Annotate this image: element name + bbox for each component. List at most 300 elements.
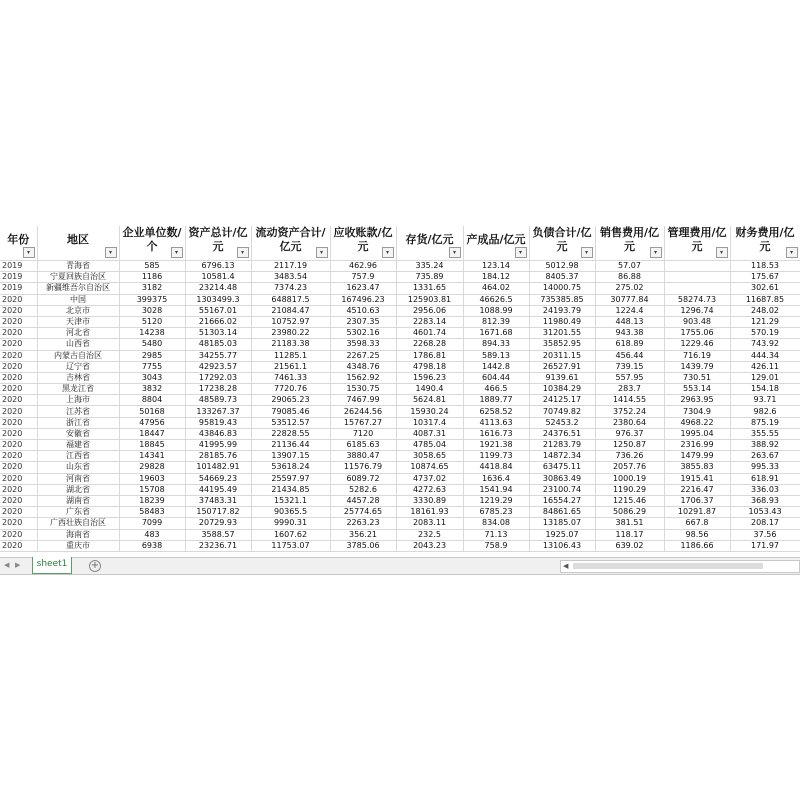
cell-value[interactable]: [664, 272, 730, 283]
cell-value[interactable]: 48185.03: [185, 339, 251, 350]
cell-year[interactable]: 2020: [0, 406, 37, 417]
cell-value[interactable]: 1706.37: [664, 495, 730, 506]
filter-dropdown-icon[interactable]: ▾: [650, 247, 662, 258]
cell-value[interactable]: 14000.75: [529, 283, 595, 294]
cell-value[interactable]: 29828: [119, 462, 185, 473]
cell-region[interactable]: 北京市: [37, 305, 119, 316]
cell-region[interactable]: 河南省: [37, 473, 119, 484]
cell-value[interactable]: 18239: [119, 495, 185, 506]
cell-value[interactable]: 9139.61: [529, 372, 595, 383]
cell-value[interactable]: 335.24: [396, 261, 463, 272]
cell-value[interactable]: 1616.73: [463, 428, 529, 439]
cell-value[interactable]: 648817.5: [251, 294, 330, 305]
cell-value[interactable]: 10317.4: [396, 417, 463, 428]
cell-value[interactable]: 63475.11: [529, 462, 595, 473]
cell-value[interactable]: 4418.84: [463, 462, 529, 473]
cell-value[interactable]: 17292.03: [185, 372, 251, 383]
header-finished-goods[interactable]: [463, 226, 529, 261]
cell-value[interactable]: 3182: [119, 283, 185, 294]
cell-value[interactable]: 129.01: [730, 372, 800, 383]
cell-value[interactable]: 1562.92: [330, 372, 396, 383]
cell-value[interactable]: 13106.43: [529, 540, 595, 551]
cell-value[interactable]: 302.61: [730, 283, 800, 294]
cell-value[interactable]: 15930.24: [396, 406, 463, 417]
cell-year[interactable]: 2020: [0, 473, 37, 484]
cell-value[interactable]: 743.92: [730, 339, 800, 350]
cell-value[interactable]: 23100.74: [529, 484, 595, 495]
cell-year[interactable]: 2020: [0, 372, 37, 383]
cell-value[interactable]: 53512.57: [251, 417, 330, 428]
cell-value[interactable]: 1296.74: [664, 305, 730, 316]
filter-dropdown-icon[interactable]: ▾: [581, 247, 593, 258]
cell-value[interactable]: 5086.29: [595, 507, 664, 518]
cell-value[interactable]: 3588.57: [185, 529, 251, 540]
cell-value[interactable]: 25597.97: [251, 473, 330, 484]
cell-year[interactable]: 2020: [0, 440, 37, 451]
cell-value[interactable]: 1224.4: [595, 305, 664, 316]
cell-value[interactable]: 5120: [119, 316, 185, 327]
cell-value[interactable]: 982.6: [730, 406, 800, 417]
cell-value[interactable]: 2307.35: [330, 316, 396, 327]
cell-value[interactable]: 101482.91: [185, 462, 251, 473]
cell-value[interactable]: 5302.16: [330, 328, 396, 339]
scroll-left-icon[interactable]: ◀: [563, 562, 569, 570]
cell-value[interactable]: 26527.91: [529, 361, 595, 372]
cell-value[interactable]: 943.38: [595, 328, 664, 339]
cell-value[interactable]: 93.71: [730, 395, 800, 406]
cell-region[interactable]: 广西壮族自治区: [37, 518, 119, 529]
cell-value[interactable]: 1915.41: [664, 473, 730, 484]
filter-dropdown-icon[interactable]: ▾: [382, 247, 394, 258]
cell-value[interactable]: 570.19: [730, 328, 800, 339]
cell-value[interactable]: 46626.5: [463, 294, 529, 305]
cell-value[interactable]: 585: [119, 261, 185, 272]
cell-value[interactable]: 125903.81: [396, 294, 463, 305]
header-selling-expenses[interactable]: [595, 226, 664, 261]
cell-value[interactable]: 4798.18: [396, 361, 463, 372]
cell-value[interactable]: 739.15: [595, 361, 664, 372]
cell-value[interactable]: 11285.1: [251, 350, 330, 361]
cell-value[interactable]: 5282.6: [330, 484, 396, 495]
cell-value[interactable]: 7467.99: [330, 395, 396, 406]
cell-value[interactable]: 2083.11: [396, 518, 463, 529]
cell-value[interactable]: 30863.49: [529, 473, 595, 484]
horizontal-scrollbar[interactable]: [560, 560, 800, 573]
cell-value[interactable]: 1671.68: [463, 328, 529, 339]
cell-value[interactable]: 30777.84: [595, 294, 664, 305]
cell-region[interactable]: 吉林省: [37, 372, 119, 383]
cell-value[interactable]: 1229.46: [664, 339, 730, 350]
cell-region[interactable]: 中国: [37, 294, 119, 305]
cell-value[interactable]: 368.93: [730, 495, 800, 506]
cell-value[interactable]: 730.51: [664, 372, 730, 383]
cell-value[interactable]: 42923.57: [185, 361, 251, 372]
cell-value[interactable]: 1623.47: [330, 283, 396, 294]
cell-value[interactable]: 8804: [119, 395, 185, 406]
cell-value[interactable]: 4457.28: [330, 495, 396, 506]
cell-value[interactable]: 1925.07: [529, 529, 595, 540]
header-admin-expenses[interactable]: [664, 226, 730, 261]
cell-year[interactable]: 2020: [0, 294, 37, 305]
cell-region[interactable]: 上海市: [37, 395, 119, 406]
cell-value[interactable]: 4113.63: [463, 417, 529, 428]
cell-year[interactable]: 2020: [0, 305, 37, 316]
cell-value[interactable]: 2057.76: [595, 462, 664, 473]
cell-value[interactable]: 86.88: [595, 272, 664, 283]
cell-year[interactable]: 2020: [0, 540, 37, 551]
cell-value[interactable]: 4272.63: [396, 484, 463, 495]
tab-prev-icon[interactable]: ◀: [4, 561, 10, 569]
cell-value[interactable]: 1250.87: [595, 440, 664, 451]
cell-region[interactable]: 安徽省: [37, 428, 119, 439]
cell-value[interactable]: 11753.07: [251, 540, 330, 551]
cell-region[interactable]: 湖北省: [37, 484, 119, 495]
cell-year[interactable]: 2020: [0, 339, 37, 350]
cell-value[interactable]: 35852.95: [529, 339, 595, 350]
cell-year[interactable]: 2020: [0, 428, 37, 439]
cell-value[interactable]: 2268.28: [396, 339, 463, 350]
cell-value[interactable]: 5012.98: [529, 261, 595, 272]
cell-value[interactable]: 3855.83: [664, 462, 730, 473]
cell-value[interactable]: 57.07: [595, 261, 664, 272]
cell-value[interactable]: 1331.65: [396, 283, 463, 294]
cell-value[interactable]: 426.11: [730, 361, 800, 372]
cell-year[interactable]: 2020: [0, 462, 37, 473]
cell-value[interactable]: 118.53: [730, 261, 800, 272]
cell-value[interactable]: 150717.82: [185, 507, 251, 518]
cell-value[interactable]: 2380.64: [595, 417, 664, 428]
cell-region[interactable]: 浙江省: [37, 417, 119, 428]
cell-value[interactable]: 589.13: [463, 350, 529, 361]
cell-region[interactable]: 新疆维吾尔自治区: [37, 283, 119, 294]
cell-region[interactable]: 内蒙古自治区: [37, 350, 119, 361]
cell-region[interactable]: 辽宁省: [37, 361, 119, 372]
cell-value[interactable]: 21666.02: [185, 316, 251, 327]
cell-value[interactable]: 10291.87: [664, 507, 730, 518]
cell-value[interactable]: 4348.76: [330, 361, 396, 372]
cell-value[interactable]: 18845: [119, 440, 185, 451]
cell-value[interactable]: 34255.77: [185, 350, 251, 361]
cell-value[interactable]: 11687.85: [730, 294, 800, 305]
cell-value[interactable]: 3330.89: [396, 495, 463, 506]
cell-value[interactable]: 355.55: [730, 428, 800, 439]
cell-year[interactable]: 2020: [0, 495, 37, 506]
cell-value[interactable]: 3752.24: [595, 406, 664, 417]
filter-dropdown-icon[interactable]: ▾: [786, 247, 798, 258]
cell-value[interactable]: 21183.38: [251, 339, 330, 350]
cell-value[interactable]: 37483.31: [185, 495, 251, 506]
cell-value[interactable]: 1199.73: [463, 451, 529, 462]
cell-value[interactable]: 232.5: [396, 529, 463, 540]
cell-value[interactable]: 44195.49: [185, 484, 251, 495]
cell-value[interactable]: 553.14: [664, 384, 730, 395]
cell-year[interactable]: 2019: [0, 283, 37, 294]
cell-value[interactable]: 22828.55: [251, 428, 330, 439]
cell-value[interactable]: 24376.51: [529, 428, 595, 439]
cell-value[interactable]: 79085.46: [251, 406, 330, 417]
cell-value[interactable]: 5624.81: [396, 395, 463, 406]
cell-year[interactable]: 2019: [0, 261, 37, 272]
cell-region[interactable]: 青海省: [37, 261, 119, 272]
cell-value[interactable]: 263.67: [730, 451, 800, 462]
cell-year[interactable]: 2019: [0, 272, 37, 283]
cell-value[interactable]: 13907.15: [251, 451, 330, 462]
cell-value[interactable]: 2216.47: [664, 484, 730, 495]
cell-value[interactable]: 14872.34: [529, 451, 595, 462]
cell-value[interactable]: 894.33: [463, 339, 529, 350]
cell-value[interactable]: 4087.31: [396, 428, 463, 439]
cell-value[interactable]: 2963.95: [664, 395, 730, 406]
cell-region[interactable]: 海南省: [37, 529, 119, 540]
filter-dropdown-icon[interactable]: ▾: [171, 247, 183, 258]
cell-value[interactable]: 71.13: [463, 529, 529, 540]
cell-value[interactable]: 812.39: [463, 316, 529, 327]
cell-value[interactable]: 444.34: [730, 350, 800, 361]
header-current-assets[interactable]: [251, 226, 330, 261]
cell-value[interactable]: 3043: [119, 372, 185, 383]
cell-value[interactable]: 21136.44: [251, 440, 330, 451]
cell-region[interactable]: 湖南省: [37, 495, 119, 506]
cell-value[interactable]: 21084.47: [251, 305, 330, 316]
cell-value[interactable]: 6796.13: [185, 261, 251, 272]
cell-value[interactable]: 133267.37: [185, 406, 251, 417]
cell-value[interactable]: 20729.93: [185, 518, 251, 529]
filter-dropdown-icon[interactable]: ▾: [23, 247, 35, 258]
cell-value[interactable]: 18161.93: [396, 507, 463, 518]
cell-value[interactable]: 7099: [119, 518, 185, 529]
cell-year[interactable]: 2020: [0, 417, 37, 428]
cell-value[interactable]: 13185.07: [529, 518, 595, 529]
cell-value[interactable]: [664, 283, 730, 294]
cell-value[interactable]: 7720.76: [251, 384, 330, 395]
cell-value[interactable]: 6089.72: [330, 473, 396, 484]
cell-value[interactable]: 10874.65: [396, 462, 463, 473]
cell-region[interactable]: 山西省: [37, 339, 119, 350]
cell-year[interactable]: 2020: [0, 451, 37, 462]
cell-value[interactable]: 51303.14: [185, 328, 251, 339]
cell-value[interactable]: 399375: [119, 294, 185, 305]
cell-value[interactable]: 736.26: [595, 451, 664, 462]
cell-value[interactable]: 19603: [119, 473, 185, 484]
cell-value[interactable]: 14341: [119, 451, 185, 462]
cell-value[interactable]: 23236.71: [185, 540, 251, 551]
cell-value[interactable]: 483: [119, 529, 185, 540]
cell-region[interactable]: 江苏省: [37, 406, 119, 417]
cell-value[interactable]: 1442.8: [463, 361, 529, 372]
cell-region[interactable]: 宁夏回族自治区: [37, 272, 119, 283]
cell-value[interactable]: 21561.1: [251, 361, 330, 372]
cell-year[interactable]: 2020: [0, 518, 37, 529]
cell-value[interactable]: 6938: [119, 540, 185, 551]
cell-value[interactable]: 47956: [119, 417, 185, 428]
cell-value[interactable]: 248.02: [730, 305, 800, 316]
cell-value[interactable]: 639.02: [595, 540, 664, 551]
cell-value[interactable]: 3028: [119, 305, 185, 316]
cell-value[interactable]: 1607.62: [251, 529, 330, 540]
cell-region[interactable]: 福建省: [37, 440, 119, 451]
cell-value[interactable]: [664, 261, 730, 272]
cell-value[interactable]: 15767.27: [330, 417, 396, 428]
tab-sheet1[interactable]: sheet1: [32, 557, 72, 574]
cell-value[interactable]: 15708: [119, 484, 185, 495]
cell-value[interactable]: 618.89: [595, 339, 664, 350]
cell-value[interactable]: 7304.9: [664, 406, 730, 417]
cell-value[interactable]: 1786.81: [396, 350, 463, 361]
cell-year[interactable]: 2020: [0, 529, 37, 540]
cell-year[interactable]: 2020: [0, 507, 37, 518]
cell-value[interactable]: 175.67: [730, 272, 800, 283]
cell-value[interactable]: 834.08: [463, 518, 529, 529]
cell-value[interactable]: 618.91: [730, 473, 800, 484]
cell-value[interactable]: 171.97: [730, 540, 800, 551]
cell-value[interactable]: 381.51: [595, 518, 664, 529]
cell-value[interactable]: 903.48: [664, 316, 730, 327]
cell-value[interactable]: 667.8: [664, 518, 730, 529]
cell-value[interactable]: 23980.22: [251, 328, 330, 339]
cell-value[interactable]: 1088.99: [463, 305, 529, 316]
cell-value[interactable]: 95819.43: [185, 417, 251, 428]
cell-value[interactable]: 4785.04: [396, 440, 463, 451]
cell-value[interactable]: 3058.65: [396, 451, 463, 462]
cell-value[interactable]: 4601.74: [396, 328, 463, 339]
cell-value[interactable]: 14238: [119, 328, 185, 339]
cell-value[interactable]: 2283.14: [396, 316, 463, 327]
cell-value[interactable]: 1186: [119, 272, 185, 283]
cell-value[interactable]: 123.14: [463, 261, 529, 272]
cell-value[interactable]: 98.56: [664, 529, 730, 540]
cell-value[interactable]: 1596.23: [396, 372, 463, 383]
cell-value[interactable]: 53618.24: [251, 462, 330, 473]
cell-value[interactable]: 716.19: [664, 350, 730, 361]
cell-year[interactable]: 2020: [0, 316, 37, 327]
header-region[interactable]: [37, 226, 119, 261]
cell-value[interactable]: 995.33: [730, 462, 800, 473]
cell-region[interactable]: 山东省: [37, 462, 119, 473]
cell-value[interactable]: 84861.65: [529, 507, 595, 518]
cell-value[interactable]: 50168: [119, 406, 185, 417]
filter-dropdown-icon[interactable]: ▾: [105, 247, 117, 258]
cell-value[interactable]: 6258.52: [463, 406, 529, 417]
cell-value[interactable]: 3880.47: [330, 451, 396, 462]
cell-year[interactable]: 2020: [0, 361, 37, 372]
cell-value[interactable]: 7461.33: [251, 372, 330, 383]
cell-value[interactable]: 15321.1: [251, 495, 330, 506]
filter-dropdown-icon[interactable]: ▾: [237, 247, 249, 258]
scrollbar-thumb[interactable]: [573, 563, 763, 569]
cell-value[interactable]: 388.92: [730, 440, 800, 451]
cell-value[interactable]: 1755.06: [664, 328, 730, 339]
cell-value[interactable]: 17238.28: [185, 384, 251, 395]
cell-value[interactable]: 2316.99: [664, 440, 730, 451]
cell-value[interactable]: 58483: [119, 507, 185, 518]
cell-value[interactable]: 462.96: [330, 261, 396, 272]
cell-value[interactable]: 356.21: [330, 529, 396, 540]
cell-value[interactable]: 184.12: [463, 272, 529, 283]
cell-value[interactable]: 167496.23: [330, 294, 396, 305]
cell-value[interactable]: 2267.25: [330, 350, 396, 361]
cell-value[interactable]: 10384.29: [529, 384, 595, 395]
cell-region[interactable]: 江西省: [37, 451, 119, 462]
cell-value[interactable]: 976.37: [595, 428, 664, 439]
cell-year[interactable]: 2020: [0, 350, 37, 361]
cell-value[interactable]: 2263.23: [330, 518, 396, 529]
cell-value[interactable]: 604.44: [463, 372, 529, 383]
cell-value[interactable]: 6785.23: [463, 507, 529, 518]
add-sheet-icon[interactable]: +: [90, 560, 100, 571]
cell-value[interactable]: 9990.31: [251, 518, 330, 529]
cell-value[interactable]: 21434.85: [251, 484, 330, 495]
cell-value[interactable]: 52453.2: [529, 417, 595, 428]
cell-value[interactable]: 1921.38: [463, 440, 529, 451]
cell-value[interactable]: 464.02: [463, 283, 529, 294]
cell-value[interactable]: 18447: [119, 428, 185, 439]
cell-value[interactable]: 1490.4: [396, 384, 463, 395]
cell-region[interactable]: 重庆市: [37, 540, 119, 551]
cell-value[interactable]: 2043.23: [396, 540, 463, 551]
cell-value[interactable]: 7120: [330, 428, 396, 439]
filter-dropdown-icon[interactable]: ▾: [515, 247, 527, 258]
cell-value[interactable]: 10581.4: [185, 272, 251, 283]
cell-value[interactable]: 121.29: [730, 316, 800, 327]
filter-dropdown-icon[interactable]: ▾: [449, 247, 461, 258]
cell-year[interactable]: 2020: [0, 484, 37, 495]
cell-value[interactable]: 4737.02: [396, 473, 463, 484]
cell-region[interactable]: 黑龙江省: [37, 384, 119, 395]
cell-value[interactable]: 23214.48: [185, 283, 251, 294]
cell-value[interactable]: 154.18: [730, 384, 800, 395]
cell-value[interactable]: 118.17: [595, 529, 664, 540]
cell-value[interactable]: 208.17: [730, 518, 800, 529]
cell-value[interactable]: 31201.55: [529, 328, 595, 339]
header-financial-expenses[interactable]: [730, 226, 800, 261]
cell-value[interactable]: 2956.06: [396, 305, 463, 316]
header-year[interactable]: [0, 226, 37, 261]
cell-value[interactable]: 7755: [119, 361, 185, 372]
cell-value[interactable]: 37.56: [730, 529, 800, 540]
cell-year[interactable]: 2020: [0, 384, 37, 395]
header-accounts-receivable[interactable]: [330, 226, 396, 261]
cell-value[interactable]: 735385.85: [529, 294, 595, 305]
cell-value[interactable]: 6185.63: [330, 440, 396, 451]
cell-value[interactable]: 1414.55: [595, 395, 664, 406]
filter-dropdown-icon[interactable]: ▾: [716, 247, 728, 258]
cell-value[interactable]: 26244.56: [330, 406, 396, 417]
cell-value[interactable]: 55167.01: [185, 305, 251, 316]
cell-value[interactable]: 29065.23: [251, 395, 330, 406]
cell-value[interactable]: 4968.22: [664, 417, 730, 428]
filter-dropdown-icon[interactable]: ▾: [316, 247, 328, 258]
cell-value[interactable]: 1439.79: [664, 361, 730, 372]
cell-value[interactable]: 1889.77: [463, 395, 529, 406]
cell-value[interactable]: 336.03: [730, 484, 800, 495]
cell-value[interactable]: 2117.19: [251, 261, 330, 272]
header-enterprise-count[interactable]: [119, 226, 185, 261]
cell-value[interactable]: 3483.54: [251, 272, 330, 283]
cell-value[interactable]: 25774.65: [330, 507, 396, 518]
cell-value[interactable]: 875.19: [730, 417, 800, 428]
cell-value[interactable]: 21283.79: [529, 440, 595, 451]
cell-region[interactable]: 天津市: [37, 316, 119, 327]
cell-value[interactable]: 2985: [119, 350, 185, 361]
cell-value[interactable]: 735.89: [396, 272, 463, 283]
cell-region[interactable]: 广东省: [37, 507, 119, 518]
cell-value[interactable]: 275.02: [595, 283, 664, 294]
cell-value[interactable]: 448.13: [595, 316, 664, 327]
header-total-liabilities[interactable]: [529, 226, 595, 261]
cell-value[interactable]: 456.44: [595, 350, 664, 361]
cell-value[interactable]: 557.95: [595, 372, 664, 383]
cell-value[interactable]: 20311.15: [529, 350, 595, 361]
